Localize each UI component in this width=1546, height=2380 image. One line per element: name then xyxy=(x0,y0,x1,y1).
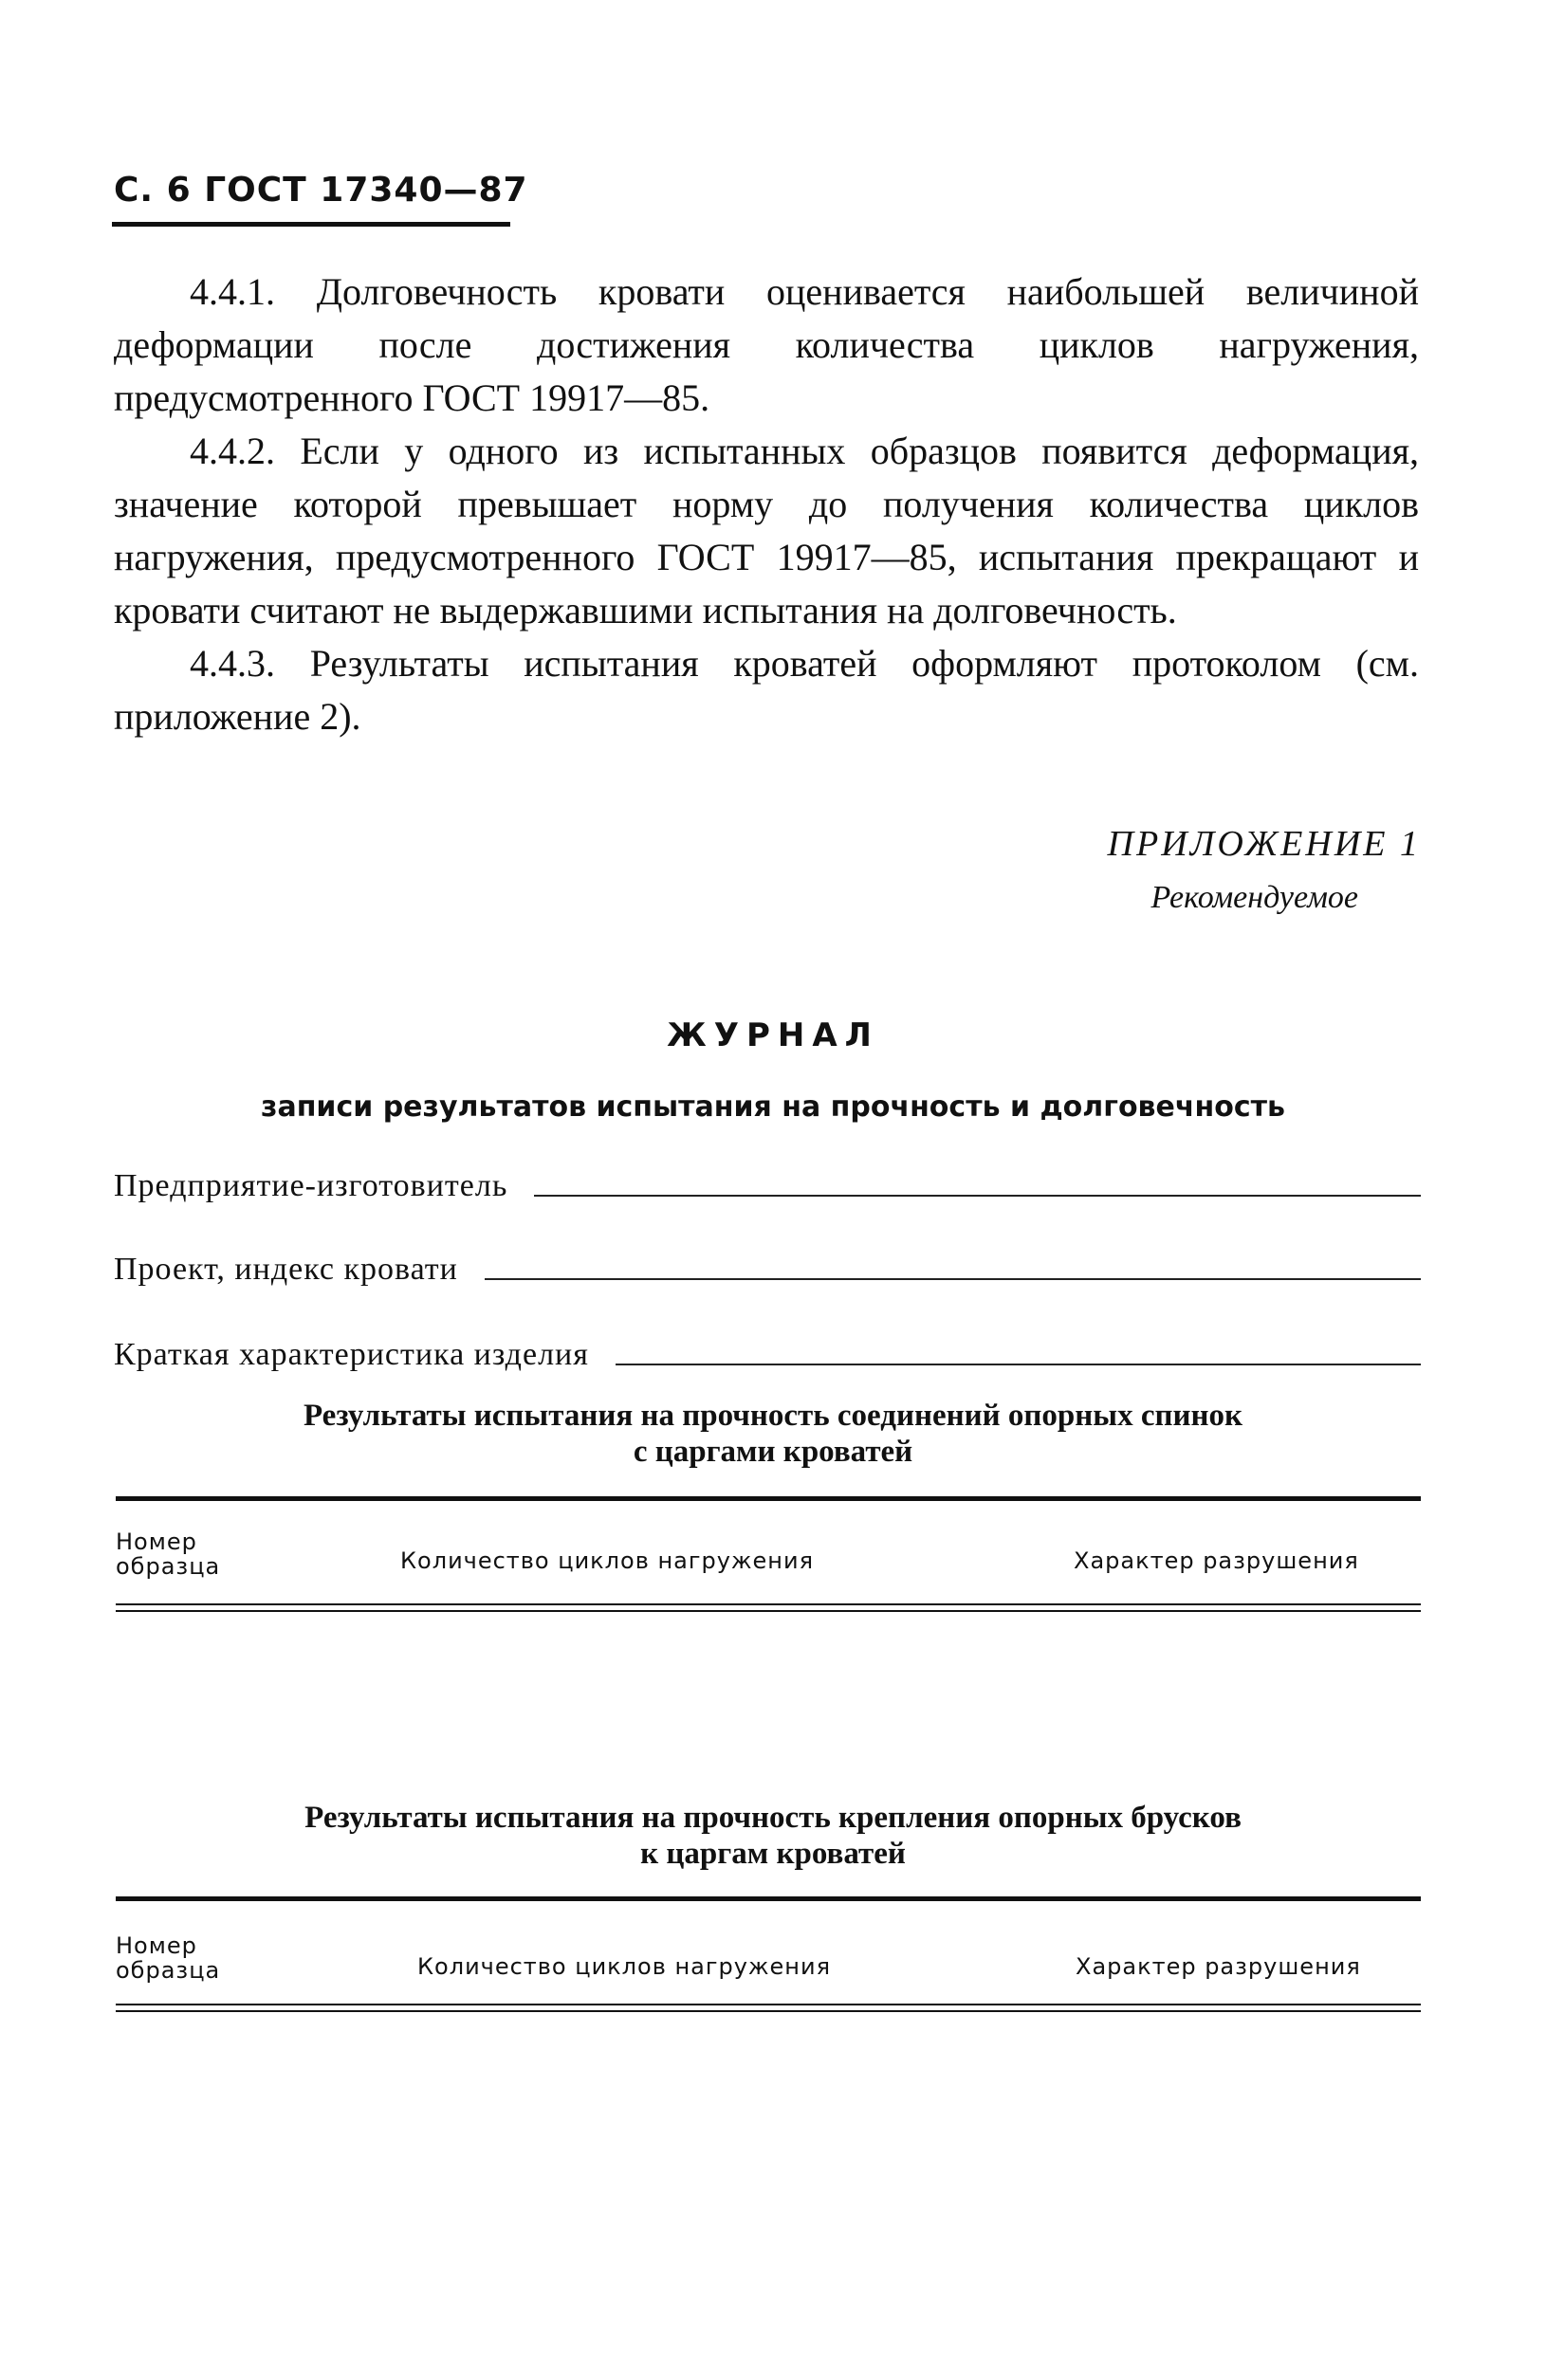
table-2-title xyxy=(0,1800,1546,1872)
fill-in-line xyxy=(485,1255,1421,1280)
column-header-sample-number: Номер образца xyxy=(116,1932,221,1984)
header-rule xyxy=(112,222,510,227)
table-title-line: с царгами кроватей xyxy=(633,1435,913,1469)
running-head: С. 6 ГОСТ 17340—87 xyxy=(114,171,528,210)
results-table-1 xyxy=(116,1496,1421,1612)
table-title-line: Результаты испытания на прочность крепления опорных брусков xyxy=(304,1801,1242,1835)
table-header-rule xyxy=(116,1610,1421,1612)
journal-subtitle: записи результатов испытания на прочность и долговечность xyxy=(261,1090,1285,1124)
fill-in-line xyxy=(534,1172,1421,1197)
field-label: Предприятие-изготовитель xyxy=(114,1168,508,1203)
field-label: Проект, индекс кровати xyxy=(114,1252,458,1287)
column-header-sample-number: Номер образца xyxy=(116,1529,221,1580)
field-project-index xyxy=(114,1252,1421,1288)
column-header-cycles: Количество циклов нагружения xyxy=(417,1953,832,1980)
fill-in-line xyxy=(616,1341,1421,1365)
table-header-rule xyxy=(116,2010,1421,2012)
column-header-damage: Характер разрушения xyxy=(1076,1953,1361,1980)
body-text xyxy=(114,265,1419,743)
table-header xyxy=(116,1901,1421,2004)
paragraph-4-4-3: 4.4.3. Результаты испытания кроватей оформляют протоколом (см. приложение 2). xyxy=(114,642,1419,738)
table-title-line: к царгам кроватей xyxy=(640,1837,906,1871)
appendix-subtitle: Рекомендуемое xyxy=(1150,880,1358,915)
paragraph-4-4-2: 4.4.2. Если у одного из испытанных образцов появится деформация, значение которой превышает норму до получения количества циклов нагружения, предусмотренного ГОСТ 19917—85, испытания прекращают и кровати считают не выдержавшими испытания на долговечность. xyxy=(114,430,1419,632)
table-1-title xyxy=(0,1398,1546,1470)
field-product-description xyxy=(114,1337,1421,1373)
column-header-cycles: Количество циклов нагружения xyxy=(400,1547,815,1574)
table-header xyxy=(116,1501,1421,1603)
appendix-title: ПРИЛОЖЕНИЕ 1 xyxy=(1107,824,1421,864)
results-table-2 xyxy=(116,1896,1421,2012)
field-label: Краткая характеристика изделия xyxy=(114,1337,589,1372)
journal-title: ЖУРНАЛ xyxy=(667,1016,879,1054)
field-manufacturer xyxy=(114,1168,1421,1204)
column-header-damage: Характер разрушения xyxy=(1074,1547,1359,1574)
table-title-line: Результаты испытания на прочность соединений опорных спинок xyxy=(303,1399,1243,1433)
paragraph-4-4-1: 4.4.1. Долговечность кровати оценивается наибольшей величиной деформации после достижения количества циклов нагружения, предусмотренного ГОСТ 19917—85. xyxy=(114,270,1419,419)
